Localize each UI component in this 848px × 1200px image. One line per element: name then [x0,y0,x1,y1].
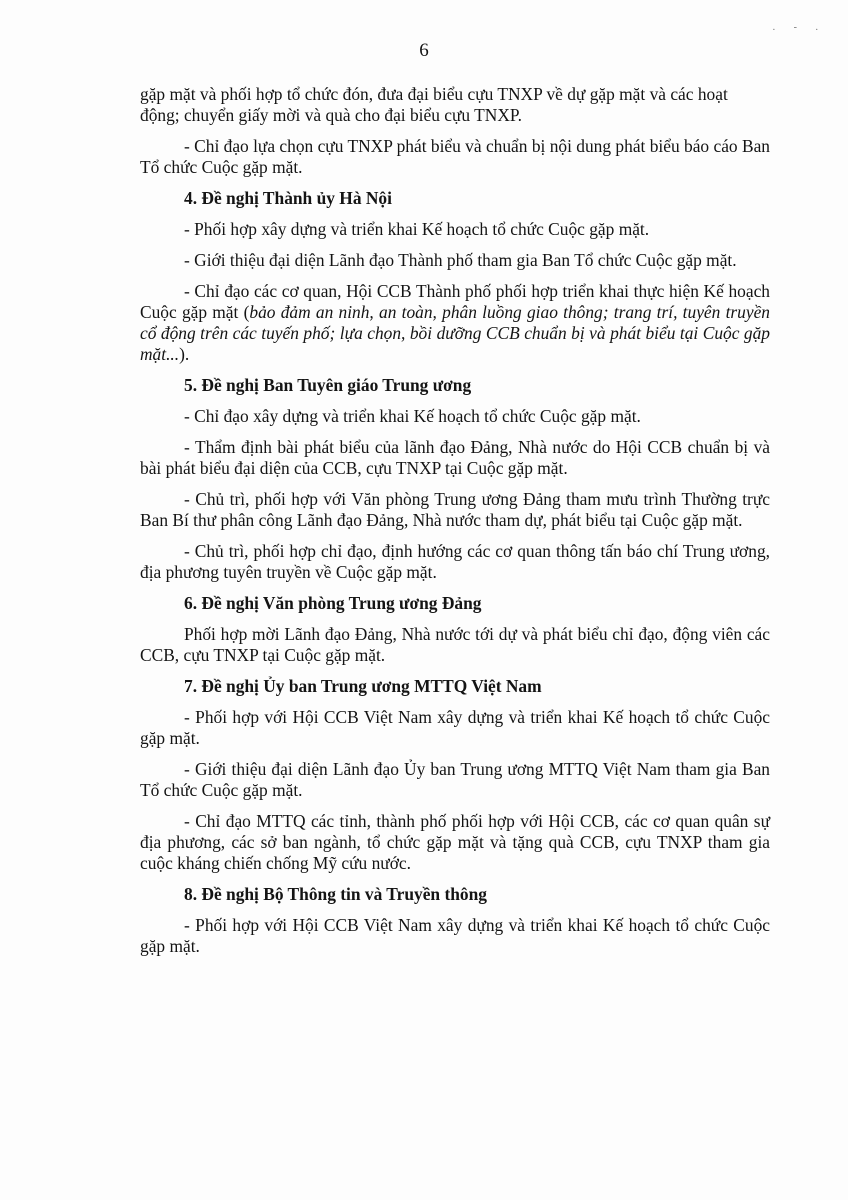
section-4-item-1: - Phối hợp xây dựng và triển khai Kế hoạch tổ chức Cuộc gặp mặt. [184,219,650,239]
section-7-item-3: - Chỉ đạo MTTQ các tỉnh, thành phố phối hợp với Hội CCB, các cơ quan quân sự địa phương, các sở ban ngành, tổ chức gặp mặt và tặng quà CCB, cựu TNXP tham gia cuộc kháng chiến chống Mỹ cứu nước. [140,811,770,873]
intro-paragraph [140,84,770,126]
intro-line-2: động; chuyển giấy mời và quà cho đại biểu cựu TNXP. [140,105,522,125]
section-5-heading: 5. Đề nghị Ban Tuyên giáo Trung ương [184,375,472,395]
section-7-item-2: - Giới thiệu đại diện Lãnh đạo Ủy ban Trung ương MTTQ Việt Nam tham gia Ban Tổ chức Cuộc gặp mặt. [140,759,770,800]
section-8-heading: 8. Đề nghị Bộ Thông tin và Truyền thông [184,884,487,904]
section-6-heading: 6. Đề nghị Văn phòng Trung ương Đảng [184,593,482,613]
section-5-item-2: - Thẩm định bài phát biểu của lãnh đạo Đảng, Nhà nước do Hội CCB chuẩn bị và bài phát biểu đại diện của CCB, cựu TNXP tại Cuộc gặp mặt. [140,437,770,478]
section-4-item-3-italic: bảo đảm an ninh, an toàn, phân luồng giao thông; trang trí, tuyên truyền cổ động trên các tuyến phố; lựa chọn, bồi dưỡng CCB chuẩn bị và phát biểu tại Cuộc gặp mặt... [140,302,771,364]
section-5-item-1: - Chỉ đạo xây dựng và triển khai Kế hoạch tổ chức Cuộc gặp mặt. [184,406,641,426]
section-4-item-3-text: - Chỉ đạo các cơ quan, Hội CCB Thành phố phối hợp triển khai thực hiện Kế hoạch Cuộc gặp mặt ( [140,281,770,322]
section-4-heading: 4. Đề nghị Thành ủy Hà Nội [184,188,392,208]
section-7-item-1: - Phối hợp với Hội CCB Việt Nam xây dựng và triển khai Kế hoạch tổ chức Cuộc gặp mặt. [140,707,770,748]
section-4-item-3-end: ). [179,344,190,364]
document-body [140,84,770,967]
section-4-item-2: - Giới thiệu đại diện Lãnh đạo Thành phố tham gia Ban Tổ chức Cuộc gặp mặt. [184,250,737,270]
section-8-item-1: - Phối hợp với Hội CCB Việt Nam xây dựng và triển khai Kế hoạch tổ chức Cuộc gặp mặt. [140,915,770,956]
scan-specks: . - . [772,22,826,33]
section-5-item-4: - Chủ trì, phối hợp chỉ đạo, định hướng các cơ quan thông tấn báo chí Trung ương, địa phương tuyên truyền về Cuộc gặp mặt. [140,541,770,582]
page-number: 6 [419,40,429,61]
intro-line-1: gặp mặt và phối hợp tổ chức đón, đưa đại biểu cựu TNXP về dự gặp mặt và các hoạt [140,84,728,104]
section-7-heading: 7. Đề nghị Ủy ban Trung ương MTTQ Việt Nam [184,676,542,696]
section-5-item-3: - Chủ trì, phối hợp với Văn phòng Trung ương Đảng tham mưu trình Thường trực Ban Bí thư phân công Lãnh đạo Đảng, Nhà nước tham dự, phát biểu tại Cuộc gặp mặt. [140,489,770,530]
intro-paragraph-2: - Chỉ đạo lựa chọn cựu TNXP phát biểu và chuẩn bị nội dung phát biểu báo cáo Ban Tổ chức Cuộc gặp mặt. [140,136,770,177]
section-4-item-3 [140,281,770,365]
section-6-item-1: Phối hợp mời Lãnh đạo Đảng, Nhà nước tới dự và phát biểu chỉ đạo, động viên các CCB, cựu TNXP tại Cuộc gặp mặt. [140,624,770,665]
